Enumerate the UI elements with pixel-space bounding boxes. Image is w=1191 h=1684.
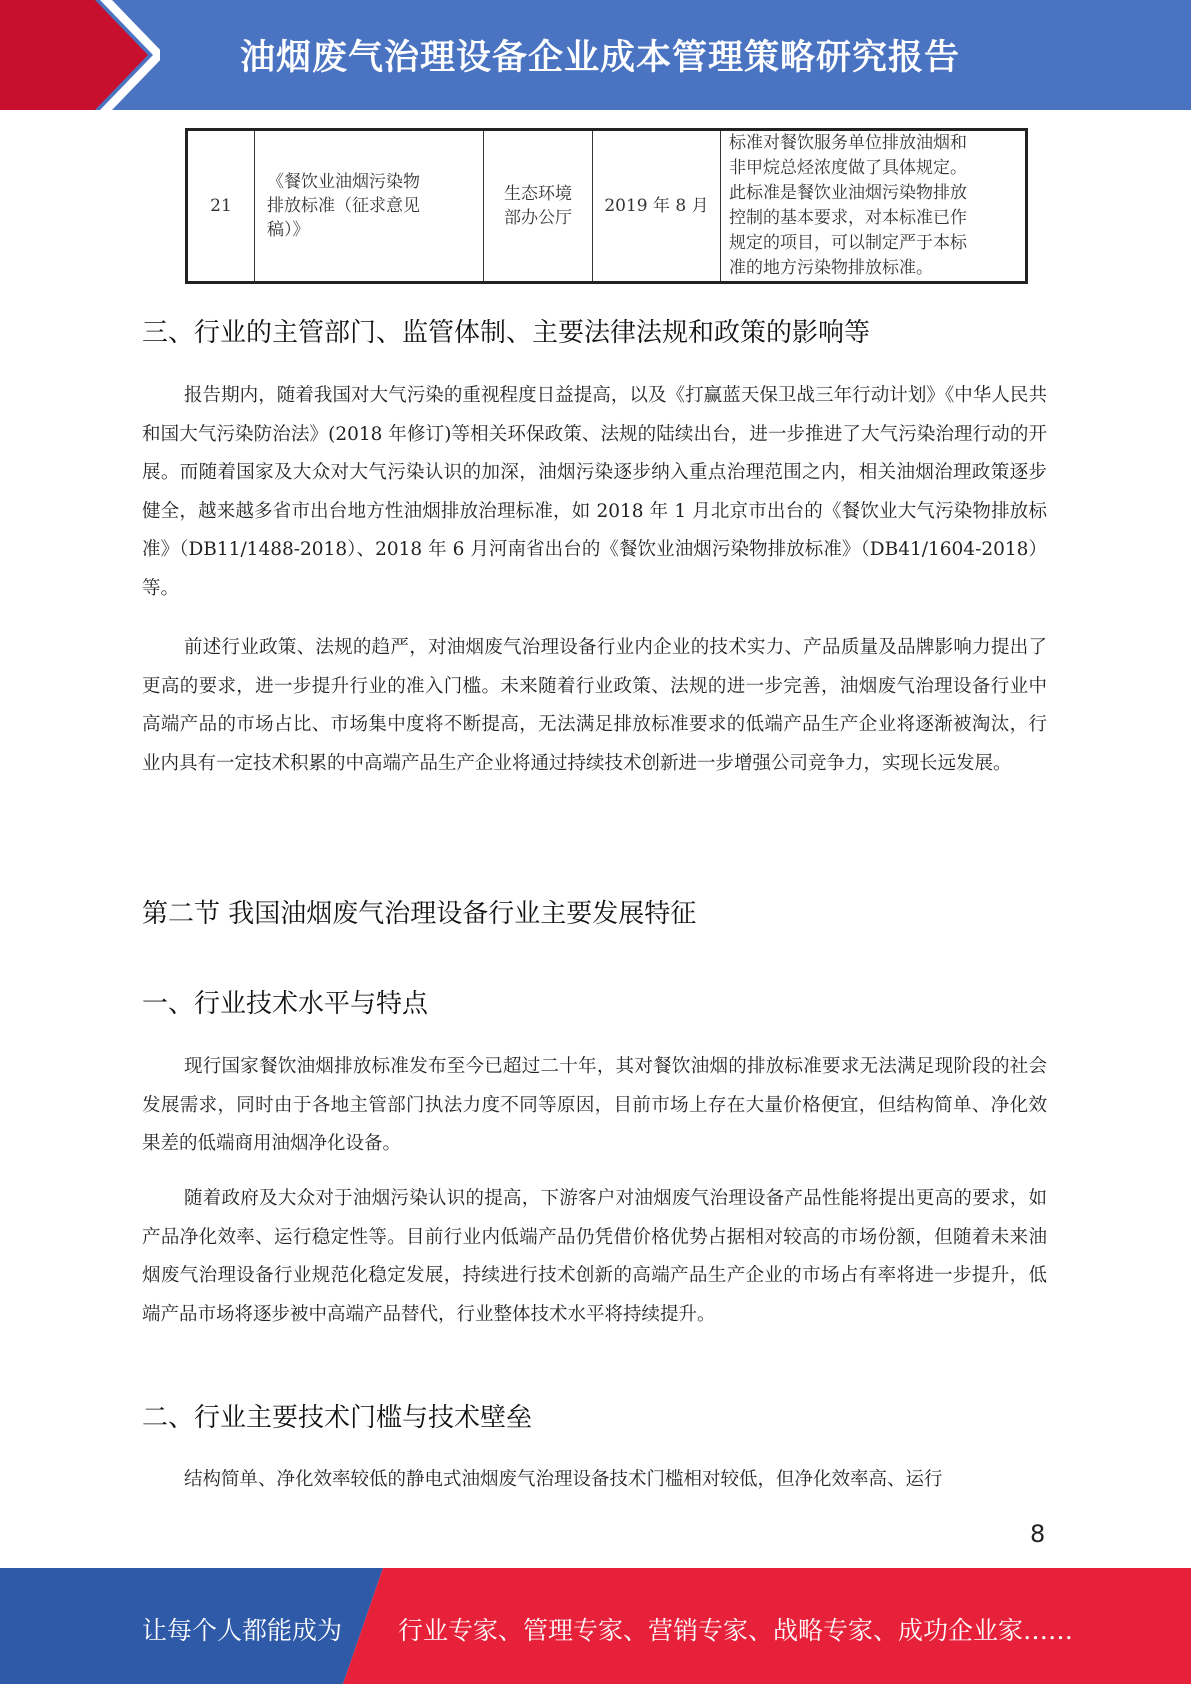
row-number: 21: [187, 130, 255, 283]
footer-banner: [0, 1568, 1191, 1684]
paragraph-tech-level-trend: 随着政府及大众对于油烟污染认识的提高，下游客户对油烟废气治理设备产品性能将提出更高的要求，如产品净化效率、运行稳定性等。目前行业内低端产品仍凭借价格优势占据相对较高的市场份额，但随着未来油烟废气治理设备行业规范化稳定发展，持续进行技术创新的高端产品生产企业的市场占有率将进一步提升，低端产品市场将逐步被中高端产品替代，行业整体技术水平将持续提升。: [142, 1188, 1047, 1325]
header-chevron-decoration: [0, 0, 160, 110]
paragraph-tech-barrier: 结构简单、净化效率较低的静电式油烟废气治理设备技术门槛相对较低，但净化效率高、运行: [184, 1469, 943, 1490]
table-row: [187, 130, 1027, 283]
paragraph-regulation-impact: 前述行业政策、法规的趋严，对油烟废气治理设备行业内企业的技术实力、产品质量及品牌影响力提出了更高的要求，进一步提升行业的准入门槛。未来随着行业政策、法规的进一步完善，油烟废气治理设备行业中高端产品的市场占比、市场集中度将不断提高，无法满足排放标准要求的低端产品生产企业将逐渐被淘汰，行业内具有一定技术积累的中高端产品生产企业将通过持续技术创新进一步增强公司竞争力，实现长远发展。: [142, 637, 1047, 774]
section-heading-tech-barrier: 二、行业主要技术门槛与技术壁垒: [142, 1403, 533, 1433]
section-heading-regulation: 三、行业的主管部门、监管体制、主要法律法规和政策的影响等: [142, 318, 871, 348]
footer-slogan-left: 让每个人都能成为: [142, 1616, 343, 1645]
paragraph-tech-level-current: 现行国家餐饮油烟排放标准发布至今已超过二十年，其对餐饮油烟的排放标准要求无法满足现阶段的社会发展需求，同时由于各地主管部门执法力度不同等原因，目前市场上存在大量价格便宜，但结构简单、净化效果差的低端商用油烟净化设备。: [142, 1056, 1047, 1154]
page-number: 8: [1030, 1520, 1046, 1548]
standard-name: 《餐饮业油烟污染物 排放标准（征求意见 稿）》: [255, 130, 484, 283]
issue-date: 2019 年 8 月: [593, 130, 721, 283]
report-title: 油烟废气治理设备企业成本管理策略研究报告: [240, 38, 961, 78]
paragraph-regulation-background: 报告期内，随着我国对大气污染的重视程度日益提高，以及《打赢蓝天保卫战三年行动计划》《中华人民共和国大气污染防治法》(2018 年修订)等相关环保政策、法规的陆续出台，进一步推进了大气污染治理行动的开展。而随着国家及大众对大气污染认识的加深，油烟污染逐步纳入重点治理范围之内，相关油烟治理政策逐步健全，越来越多省市出台地方性油烟排放治理标准，如 2018 年 1 月北京市出台的《餐饮业大气污染物排放标准》（DB11/1488-2018）、2018 年 6 月河南省出台的《餐饮业油烟污染物排放标准》（DB41/1604-2018）等。: [142, 385, 1047, 599]
regulation-table: [185, 128, 1028, 284]
issuing-department: 生态环境 部办公厅: [484, 130, 593, 283]
chapter-heading: 第二节 我国油烟废气治理设备行业主要发展特征: [142, 899, 697, 929]
section-heading-tech-level: 一、行业技术水平与特点: [142, 989, 429, 1019]
standard-description: 标准对餐饮服务单位排放油烟和 非甲烷总烃浓度做了具体规定。 此标准是餐饮业油烟污染物排放 控制的基本要求，对本标准已作 规定的项目，可以制定严于本标 准的地方污染物排放标准。: [721, 130, 1027, 283]
footer-slogan-right: 行业专家、管理专家、营销专家、战略专家、成功企业家……: [398, 1616, 1074, 1645]
header-banner: [0, 0, 1191, 110]
